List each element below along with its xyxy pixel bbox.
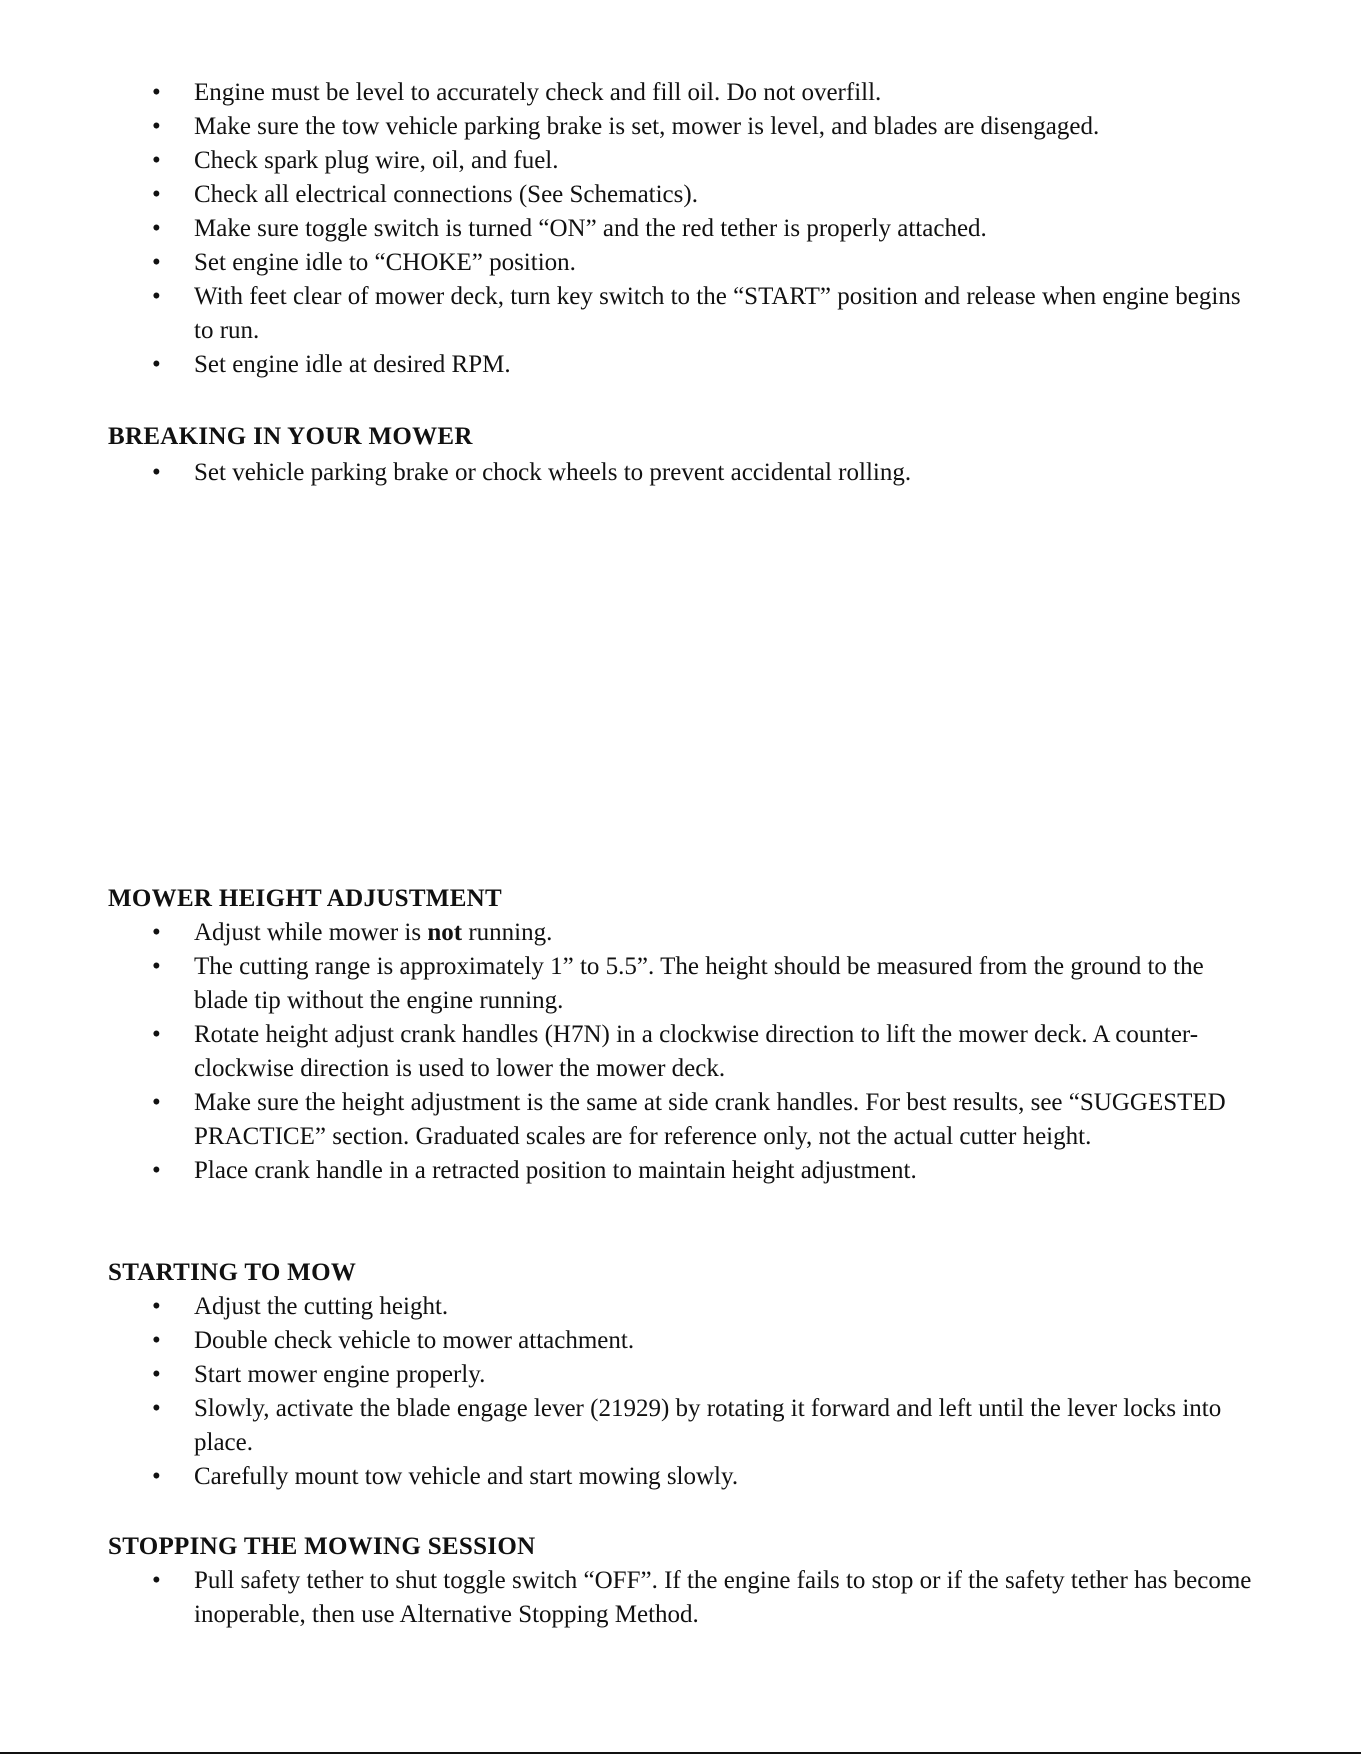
- list-item: • With feet clear of mower deck, turn key switch to the “START” position and release when engine begins to run.: [108, 280, 1258, 348]
- list-item: • Set engine idle at desired RPM.: [108, 348, 1258, 382]
- list-item: • The cutting range is approximately 1” to 5.5”. The height should be measured from the ground to the blade tip without the engine running.: [108, 950, 1258, 1018]
- list-item: • Make sure the height adjustment is the same at side crank handles. For best results, see “SUGGESTED PRACTICE” section. Graduated scales are for reference only, not the actual cutter height.: [108, 1086, 1258, 1154]
- emphasis-text: not: [427, 919, 463, 946]
- list-item: • Set engine idle to “CHOKE” position.: [108, 246, 1258, 280]
- cut-off-line: [108, 456, 1258, 486]
- list-item: • Adjust while mower is not running.: [108, 916, 1258, 950]
- list-item: • Adjust the cutting height.: [108, 1290, 1258, 1324]
- list-item: • Make sure the tow vehicle parking brake is set, mower is level, and blades are disengaged.: [108, 110, 1258, 144]
- list-item: • Place crank handle in a retracted position to maintain height adjustment.: [108, 1154, 1258, 1188]
- stopping-list: [108, 1564, 1258, 1632]
- list-item: • Set vehicle parking brake or chock wheels to prevent accidental rolling.: [108, 456, 1258, 490]
- list-item: • Engine must be level to accurately check and fill oil. Do not overfill.: [108, 76, 1258, 110]
- height-adjustment-list: [108, 916, 1258, 1188]
- list-item: • Check spark plug wire, oil, and fuel.: [108, 144, 1258, 178]
- list-item: • Rotate height adjust crank handles (H7N) in a clockwise direction to lift the mower deck. A counter-clockwise direction is used to lower the mower deck.: [108, 1018, 1258, 1086]
- startup-checklist: [108, 76, 1258, 382]
- list-item: • Start mower engine properly.: [108, 1358, 1258, 1392]
- section-heading-breaking-in: BREAKING IN YOUR MOWER: [108, 423, 473, 450]
- section-heading-height-adjustment: MOWER HEIGHT ADJUSTMENT: [108, 885, 502, 912]
- section-heading-stopping: STOPPING THE MOWING SESSION: [108, 1533, 536, 1560]
- starting-list: [108, 1290, 1258, 1494]
- list-item: • Double check vehicle to mower attachment.: [108, 1324, 1258, 1358]
- list-item: • Check all electrical connections (See Schematics).: [108, 178, 1258, 212]
- page-bottom-rule: [0, 1752, 1361, 1754]
- list-item: • Carefully mount tow vehicle and start mowing slowly.: [108, 1460, 1258, 1494]
- list-item: • Pull safety tether to shut toggle switch “OFF”. If the engine fails to stop or if the safety tether has become inoperable, then use Alternative Stopping Method.: [108, 1564, 1258, 1632]
- section-heading-starting: STARTING TO MOW: [108, 1259, 357, 1286]
- list-item: • Slowly, activate the blade engage lever (21929) by rotating it forward and left until the lever locks into place.: [108, 1392, 1258, 1460]
- list-item: • Make sure toggle switch is turned “ON” and the red tether is properly attached.: [108, 212, 1258, 246]
